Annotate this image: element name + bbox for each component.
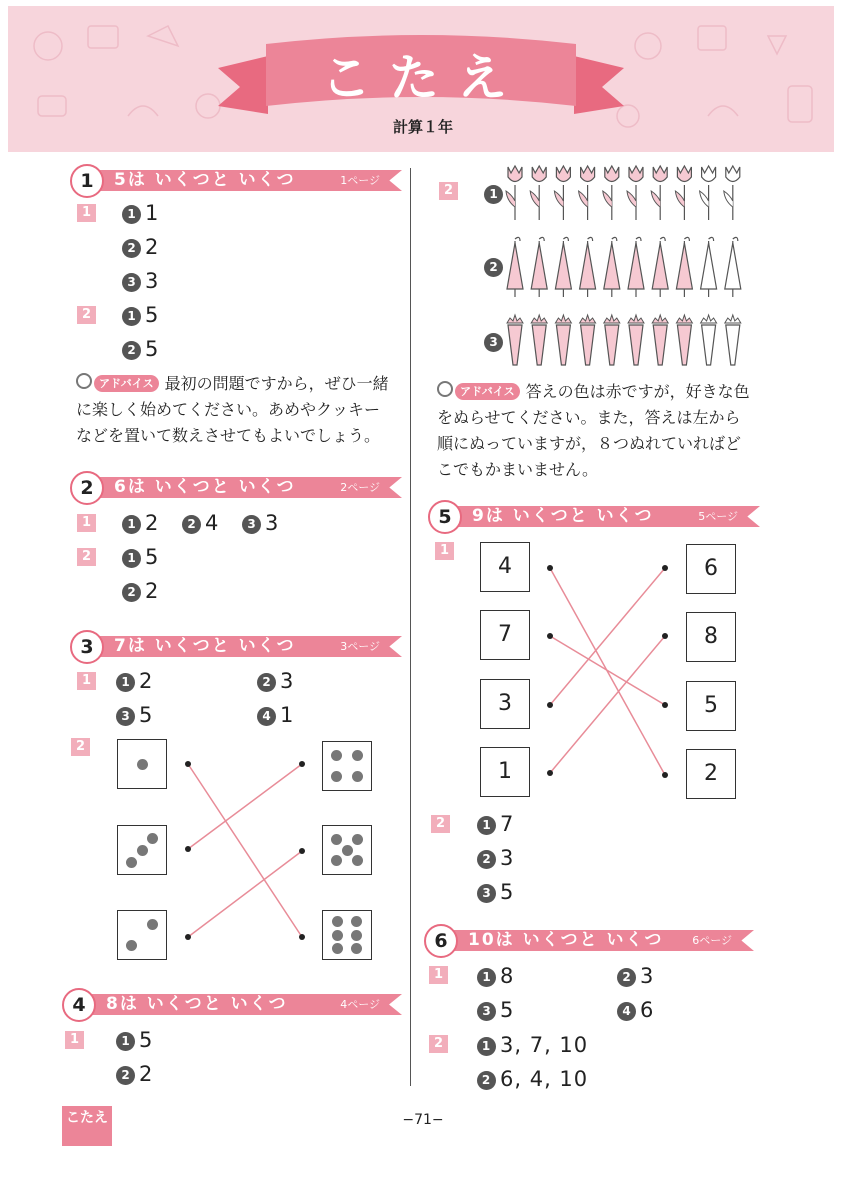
die	[117, 910, 167, 960]
answer: 2 3	[477, 845, 513, 871]
section-page: 6ページ	[692, 934, 732, 947]
advice-box: アドバイス 最初の問題ですから，ぜひ一緒 に楽しく始めてください。あめやクッキー などを置いて数えさせてもよいでしょう。	[76, 374, 389, 445]
tulip-icon	[579, 166, 595, 220]
tulip-icon	[700, 166, 716, 220]
die-pip	[351, 943, 362, 954]
section-number: 5	[428, 500, 462, 534]
footer-tag: こたえ	[62, 1106, 112, 1146]
carrot-icon	[652, 315, 668, 365]
number-box: 5	[686, 681, 736, 731]
section-number: 4	[62, 988, 96, 1022]
section-4-header	[62, 991, 402, 1017]
advice-tag: アドバイス	[455, 383, 520, 400]
row-marker: 2	[484, 253, 507, 279]
umbrella-icon	[604, 237, 620, 297]
umbrella-icon	[580, 237, 596, 297]
die-pip	[331, 855, 342, 866]
question-label: 2	[77, 548, 96, 566]
umbrella-icon	[507, 237, 523, 297]
die-pip	[332, 930, 343, 941]
section-title: 9は いくつと いくつ	[472, 506, 654, 526]
tulip-icon	[603, 166, 619, 220]
answer: 2 2	[122, 578, 158, 604]
column-divider	[410, 168, 411, 1086]
section-number: 6	[424, 924, 458, 958]
question-label: 2	[431, 815, 450, 833]
section-1-header	[70, 167, 402, 193]
number-box: 4	[480, 542, 530, 592]
advice-tag: アドバイス	[94, 375, 159, 392]
section-title: 5は いくつと いくつ	[114, 170, 296, 190]
page-subtitle: 計算１年	[392, 118, 453, 136]
answer: 3 3	[242, 510, 278, 536]
number-matching-lines	[530, 540, 690, 800]
page-number: −71−	[402, 1112, 444, 1128]
umbrella-icon	[555, 237, 571, 297]
number-box: 8	[686, 612, 736, 662]
answer: 2 2	[122, 234, 158, 260]
section-title: 10は いくつと いくつ	[468, 930, 664, 950]
answer: 3 5	[477, 879, 513, 905]
die	[117, 739, 167, 789]
answer: 1 7	[477, 811, 513, 837]
carrot-icon	[604, 315, 620, 365]
die-pip	[147, 919, 158, 930]
section-3-header	[70, 633, 402, 659]
question-label: 1	[77, 672, 96, 690]
die-pip	[137, 759, 148, 770]
section-page: 2ページ	[340, 481, 380, 494]
section-6-header	[424, 927, 754, 953]
carrot-icon	[628, 315, 644, 365]
umbrella-icon	[676, 237, 692, 297]
carrot-icon	[507, 315, 523, 365]
question-label: 1	[77, 204, 96, 222]
question-label: 1	[65, 1031, 84, 1049]
section-number: 1	[70, 164, 104, 198]
number-box: 2	[686, 749, 736, 799]
tulip-icon	[506, 166, 522, 220]
answer: 2 3	[257, 668, 293, 694]
answer: 2 3	[617, 963, 653, 989]
answer: 1 8	[477, 963, 513, 989]
die	[322, 825, 372, 875]
answer: 1 1	[122, 200, 158, 226]
section-page: 1ページ	[340, 174, 380, 187]
die-pip	[352, 855, 363, 866]
die-pip	[352, 771, 363, 782]
tulip-icon	[627, 166, 643, 220]
question-label: 1	[77, 514, 96, 532]
section-page: 5ページ	[698, 510, 738, 523]
section-page: 4ページ	[340, 998, 380, 1011]
section-title: 7は いくつと いくつ	[114, 636, 296, 656]
carrot-icon	[725, 315, 741, 365]
section-title: 8は いくつと いくつ	[106, 994, 288, 1014]
number-box: 6	[686, 544, 736, 594]
number-box: 1	[480, 747, 530, 797]
die-pip	[126, 857, 137, 868]
question-label: 2	[77, 306, 96, 324]
wrench-icon	[437, 381, 453, 397]
carrot-icon	[580, 315, 596, 365]
umbrella-icon	[725, 237, 741, 297]
question-label: 2	[429, 1035, 448, 1053]
die-pip	[332, 916, 343, 927]
die-pip	[342, 845, 353, 856]
die-pip	[126, 940, 137, 951]
die-pip	[352, 750, 363, 761]
question-label: 2	[71, 738, 90, 756]
question-label: 1	[429, 966, 448, 984]
die-pip	[331, 771, 342, 782]
answer: 1 2	[116, 668, 152, 694]
row-marker: 1	[484, 180, 507, 206]
answer: 1 3, 7, 10	[477, 1032, 588, 1058]
section-number: 3	[70, 630, 104, 664]
tulip-icon	[554, 166, 570, 220]
section-number: 2	[70, 471, 104, 505]
answer: 1 5	[122, 544, 158, 570]
answer: 1 5	[116, 1027, 152, 1053]
answer: 2 6, 4, 10	[477, 1066, 588, 1092]
answer: 3 3	[122, 268, 158, 294]
answer: 2 5	[122, 336, 158, 362]
advice-box: アドバイス 答えの色は赤ですが，好きな色 をぬらせてください。また，答えは左から 順にぬっていますが，８つぬれていればど こでもかまいません。	[437, 382, 750, 479]
umbrella-icon	[628, 237, 644, 297]
die	[117, 825, 167, 875]
umbrella-icon	[531, 237, 547, 297]
die-pip	[147, 833, 158, 844]
die-pip	[351, 930, 362, 941]
section-2-header	[70, 474, 402, 500]
answer: 4 6	[617, 997, 653, 1023]
die-pip	[331, 834, 342, 845]
tulip-icon	[724, 166, 740, 220]
page-title: こたえ	[321, 49, 525, 107]
wrench-icon	[76, 373, 92, 389]
die	[322, 910, 372, 960]
number-box: 3	[480, 679, 530, 729]
die-pip	[352, 834, 363, 845]
answer: 2 2	[116, 1061, 152, 1087]
section-5-header	[428, 503, 760, 529]
tulip-icon	[651, 166, 667, 220]
umbrella-icon	[652, 237, 668, 297]
die-pip	[137, 845, 148, 856]
carrot-icon	[531, 315, 547, 365]
die-pip	[331, 750, 342, 761]
carrot-icon	[676, 315, 692, 365]
answer: 4 1	[257, 702, 293, 728]
row-marker: 3	[484, 328, 507, 354]
coloring-illustrations	[505, 155, 760, 380]
die-pip	[351, 916, 362, 927]
question-label: 2	[439, 182, 458, 200]
die-pip	[332, 943, 343, 954]
tulip-icon	[675, 166, 691, 220]
answer: 3 5	[477, 997, 513, 1023]
answer: 1 5	[122, 302, 158, 328]
number-box: 7	[480, 610, 530, 660]
section-title: 6は いくつと いくつ	[114, 477, 296, 497]
die	[322, 741, 372, 791]
umbrella-icon	[701, 237, 717, 297]
tulip-icon	[530, 166, 546, 220]
answer: 2 4	[182, 510, 218, 536]
carrot-icon	[701, 315, 717, 365]
question-label: 1	[435, 542, 454, 560]
carrot-icon	[555, 315, 571, 365]
answer: 1 2	[122, 510, 158, 536]
section-page: 3ページ	[340, 640, 380, 653]
answer: 3 5	[116, 702, 152, 728]
